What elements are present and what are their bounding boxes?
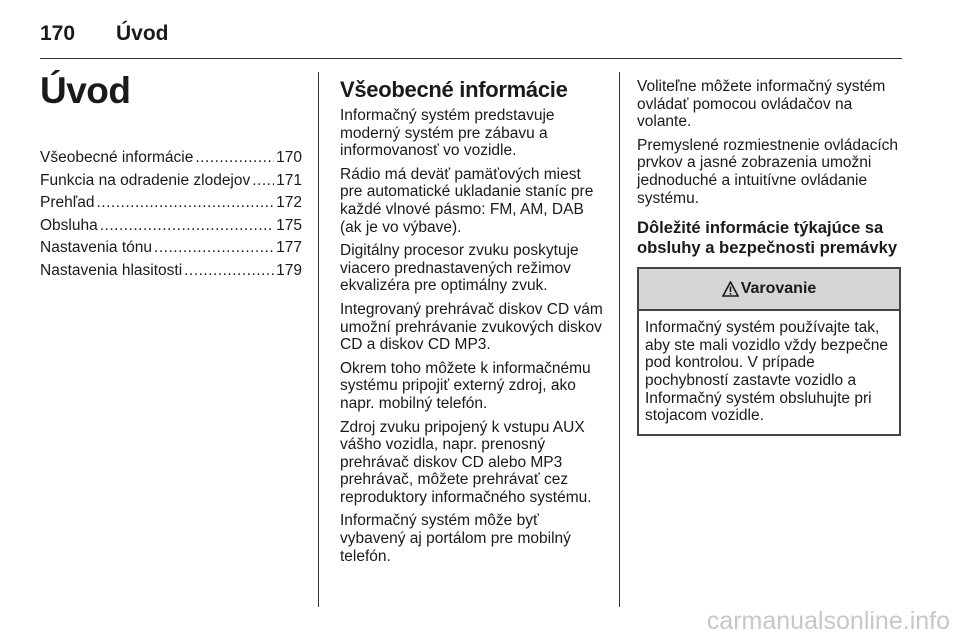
toc-entry-page: 179: [276, 261, 302, 279]
paragraph: Rádio má deväť pamäťových miest pre automatické ukladanie staníc pre každé vlnové pásmo: FM, AM, DAB (ak je vo výbave).: [340, 165, 594, 236]
warning-header: [639, 269, 899, 311]
paragraph: Informačný systém predstavuje moderný systém pre zábavu a informovanosť vo vozidle.: [340, 107, 555, 160]
toc-entry[interactable]: [40, 194, 302, 217]
paragraph: Voliteľne môžete informačný systém ovládať pomocou ovládačov na volante.: [637, 78, 886, 131]
paragraph: Informačný systém môže byť vybavený aj portálom pre mobilný telefón.: [340, 512, 571, 565]
toc-entry[interactable]: [40, 239, 302, 262]
toc-leader-dots: [252, 172, 274, 190]
toc-leader-dots: [184, 262, 274, 280]
page-header: [40, 14, 169, 54]
table-of-contents: [40, 149, 302, 284]
toc-entry-page: 175: [276, 216, 302, 234]
general-info-column: [340, 78, 606, 571]
warning-triangle-icon: [722, 281, 739, 297]
page-number: 170: [40, 22, 76, 45]
column-divider: [318, 72, 319, 607]
header-section-title: Úvod: [116, 22, 169, 45]
column-divider: [619, 72, 620, 607]
warning-text: Informačný systém používajte tak, aby ste mali vozidlo vždy bezpečne pod kontrolou. V prípade pochybností zastavte vozidlo a Informačný systém obsluhujte pri stojacom vozidle.: [645, 319, 888, 425]
toc-entry-page: 177: [276, 239, 302, 256]
toc-entry[interactable]: [40, 262, 302, 285]
paragraph: Zdroj zvuku pripojený k vstupu AUX vášho vozidla, napr. prenosný prehrávač diskov CD alebo MP3 prehrávač, môžete prehrávať cez reproduktory informačného systému.: [340, 418, 592, 506]
toc-leader-dots: [100, 217, 274, 235]
toc-entry-label: Funkcia na odradenie zlodejov: [40, 171, 251, 189]
paragraph: Premyslené rozmiestnenie ovládacích prvkov a jasné zobrazenia umožni jednoduché a intuitívne ovládanie systému.: [637, 136, 899, 207]
toc-entry[interactable]: [40, 217, 302, 240]
toc-entry[interactable]: [40, 149, 302, 172]
paragraph: Okrem toho môžete k informačnému systému pripojiť externý zdroj, ako napr. mobilný telefón.: [340, 359, 591, 412]
safety-subheading: Dôležité informácie týkajúce sa obsluhy a bezpečnosti premávky: [637, 218, 898, 258]
toc-entry[interactable]: [40, 172, 302, 195]
chapter-title: Úvod: [40, 70, 131, 111]
toc-entry-page: 172: [276, 194, 302, 211]
toc-entry-label: Nastavenia hlasitosti: [40, 261, 183, 279]
toc-entry-label: Všeobecné informácie: [40, 149, 194, 166]
watermark-text: carmanualsonline.info: [706, 607, 950, 635]
toc-leader-dots: [195, 149, 274, 167]
toc-entry-page: 170: [276, 149, 302, 166]
toc-leader-dots: [154, 239, 274, 257]
safety-info-column: [637, 78, 903, 436]
toc-leader-dots: [97, 194, 275, 212]
warning-box: [637, 267, 901, 436]
toc-entry-label: Prehľad: [40, 194, 95, 211]
toc-entry-label: Nastavenia tónu: [40, 239, 153, 256]
section-heading: Všeobecné informácie: [340, 77, 568, 102]
paragraph: Integrovaný prehrávač diskov CD vám umožní prehrávanie zvukových diskov CD a diskov CD MP3.: [340, 300, 603, 354]
warning-title: Varovanie: [740, 280, 817, 298]
header-rule: [40, 58, 902, 59]
paragraph: Digitálny procesor zvuku poskytuje viacero prednastavených režimov ekvalizéra pre optimálny zvuk.: [340, 242, 579, 295]
toc-entry-label: Obsluha: [40, 216, 98, 234]
toc-entry-page: 171: [276, 171, 302, 189]
